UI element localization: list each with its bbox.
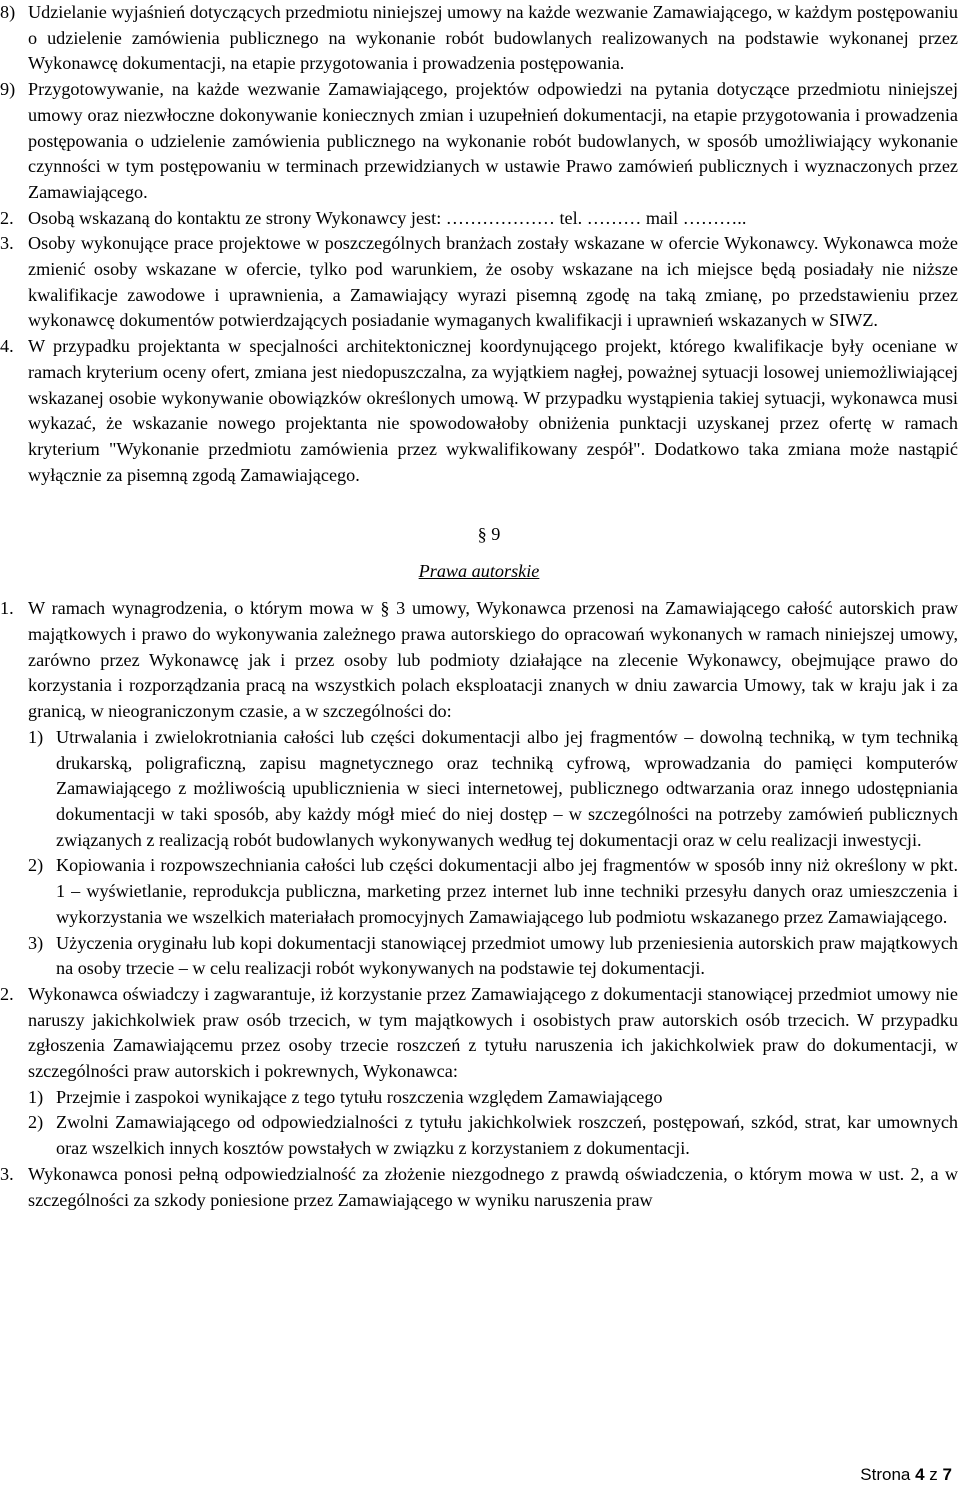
sub-item	[0, 725, 958, 854]
point-number: 2.	[0, 983, 14, 1004]
sub-item-text: Utrwalania i zwielokrotniania całości lub części dokumentacji albo jej fragmentów – dowolną techniką, w tym techniką drukarską, poligraficzną, zapisu magnetycznego oraz techniką cyfrową, wprowadzania do pamięci komputerów Zamawiającego z możliwością upublicznienia w sieci internetowej, publicznego odtwarzania oraz innego udostępniania dokumentacji w taki sposób, aby każdy mógł mieć do niej dostęp – w szczególności na potrzeby zamówień publicznych związanych z realizacją robót budowlanych wykonywanych według tej dokumentacji oraz w celu realizacji inwestycji.	[56, 726, 958, 850]
item-text: Przygotowywanie, na każde wezwanie Zamawiającego, projektów odpowiedzi na pytania dotyczące przedmiotu niniejszej umowy oraz niezwłoczne dokonywanie koniecznych zmian i uzupełnień dokumentacji, na etapie przygotowania i prowadzenia postępowania o udzielenie zamówienia publicznego na wykonanie robót budowlanych, w sposób umożliwiający wykonanie czynności w tym postępowaniu w terminach przewidzianych w ustawie Prawo zamówień publicznych i wyznaczonych przez Zamawiającego.	[28, 79, 958, 202]
sub-item-number: 1)	[28, 1086, 44, 1107]
footer-page-number: 4	[915, 1465, 925, 1484]
section-title: Prawa autorskie	[418, 561, 540, 582]
footer-page-total: 7	[942, 1465, 952, 1484]
sub-item-text: Użyczenia oryginału lub kopi dokumentacji stanowiącej przedmiot umowy lub przeniesienia autorskich praw majątkowych na osoby trzecie – w celu realizacji robót wykonywanych na podstawie tej dokumentacji.	[56, 932, 958, 979]
sub-item-number: 2)	[28, 1112, 44, 1133]
point-3	[0, 231, 958, 334]
point-text: W przypadku projektanta w specjalności architektonicznej koordynującego projekt, którego kwalifikacje były oceniane w ramach kryterium oceny ofert, zmiana jest niedopuszczalna, za wyjątkiem nagłej, poważnej sytuacji losowej uniemożliwiającej wskazanej osobie wykonywanie obowiązków określonych umową. W przypadku wystąpienia takiej sytuacji, wykonawca musi wykazać, że wskazanie nowego projektanta nie spowodowałoby obniżenia punktacji uzyskanej przez ofertę w ramach kryterium "Wykonanie przedmiotu zamówienia przez wykwalifikowany zespół". Dodatkowo taka zmiana może nastąpić wyłącznie za pisemną zgodą Zamawiającego.	[28, 336, 958, 485]
sub-item-number: 2)	[28, 855, 44, 876]
sub-item-text: Kopiowania i rozpowszechniania całości lub części dokumentacji albo jej fragmentów w sposób inny niż określony w pkt. 1 – wyświetlanie, reprodukcja publiczna, marketing przez internet lub inne techniki przesyłu danych oraz umieszczenia i wykorzystania we wszelkich materiałach promocyjnych Zamawiającego lub podmiotu wskazanego przez Zamawiającego.	[56, 855, 958, 927]
footer-separator: z	[929, 1465, 938, 1484]
sub-item	[0, 853, 958, 930]
point-3-liability	[0, 1162, 958, 1213]
list-item	[0, 77, 958, 206]
point-text: Wykonawca oświadczy i zagwarantuje, iż korzystanie przez Zamawiającego z dokumentacji stanowiącej przedmiot umowy nie naruszy jakichkolwiek praw osób trzecich, w tym majątkowych i osobistych praw autorskich osób trzecich. W przypadku zgłoszenia Zamawiającemu przez osoby trzecie roszczeń z tytułu naruszenia ich jakichkolwiek praw do dokumentacji, w szczególności praw autorskich i pokrewnych, Wykonawca:	[28, 983, 958, 1082]
section-number: § 9	[477, 524, 501, 545]
item-number: 8)	[0, 2, 16, 22]
footer-label: Strona	[860, 1465, 911, 1484]
point-text: Osobą wskazaną do kontaktu ze strony Wykonawcy jest: ……………… tel. ……… mail ………..	[28, 207, 747, 228]
sub-item-number: 1)	[28, 726, 44, 747]
point-text: Osoby wykonujące prace projektowe w poszczególnych branżach zostały wskazane w ofercie Wykonawcy. Wykonawca może zmienić osoby wskazane w ofercie, tylko pod warunkiem, że osoby wskazane na ich miejsce będą posiadały nie niższe kwalifikacje zawodowe i uprawnienia, a Zamawiający wyrazi pisemną zgodę na taką zmianę, po przedstawieniu przez wykonawcę dokumentów potwierdzających posiadanie wymaganych kwalifikacji i uprawnień wskazanych w SIWZ.	[28, 233, 958, 331]
point-2	[0, 206, 958, 232]
point-number: 4.	[0, 336, 14, 357]
point-text: W ramach wynagrodzenia, o którym mowa w § 3 umowy, Wykonawca przenosi na Zamawiającego całość autorskich praw majątkowych i prawo do wykonywania zależnego prawa autorskiego do opracowań wykonanych w ramach niniejszej umowy, zarówno przez Wykonawcę jak i przez osoby lub podmioty działające na zlecenie Wykonawcy, obejmujące prawo do korzystania i rozporządzania pracą na wszystkich polach eksploatacji znanych w dniu zawarcia Umowy, tak w kraju jak i za granicą, w nieograniczonym czasie, a w szczególności do:	[28, 598, 958, 722]
list-item	[0, 0, 958, 77]
sub-item-text: Zwolni Zamawiającego od odpowiedzialności z tytułu jakichkolwiek roszczeń, postępowań, szkód, strat, kar umownych oraz wszelkich innych kosztów powstałych w związku z korzystaniem z dokumentacji.	[56, 1112, 958, 1159]
sub-item-number: 3)	[28, 932, 44, 953]
point-number: 3.	[0, 233, 14, 254]
point-2-rights	[0, 982, 958, 1085]
page-footer	[860, 1464, 952, 1486]
item-number: 9)	[0, 79, 16, 100]
point-number: 3.	[0, 1163, 14, 1184]
item-text: Udzielanie wyjaśnień dotyczących przedmiotu niniejszej umowy na każde wezwanie Zamawiającego, w każdym postępowaniu o udzielenie zamówienia publicznego na wykonanie robót budowlanych realizowanych na podstawie wykonanej przez Wykonawcę dokumentacji, na etapie przygotowania i prowadzenia postępowania.	[28, 2, 958, 74]
sub-item	[0, 931, 958, 982]
sub-item-text: Przejmie i zaspokoi wynikające z tego tytułu roszczenia względem Zamawiającego	[56, 1086, 663, 1107]
point-number: 1.	[0, 598, 14, 619]
point-text: Wykonawca ponosi pełną odpowiedzialność za złożenie niezgodnego z prawdą oświadczenia, o którym mowa w ust. 2, a w szczególności za szkody poniesione przez Zamawiającego w wyniku naruszenia praw	[28, 1163, 958, 1210]
sub-item	[0, 1110, 958, 1161]
point-1	[0, 596, 958, 725]
point-4	[0, 334, 958, 488]
sub-item	[0, 1085, 958, 1111]
point-number: 2.	[0, 207, 14, 228]
